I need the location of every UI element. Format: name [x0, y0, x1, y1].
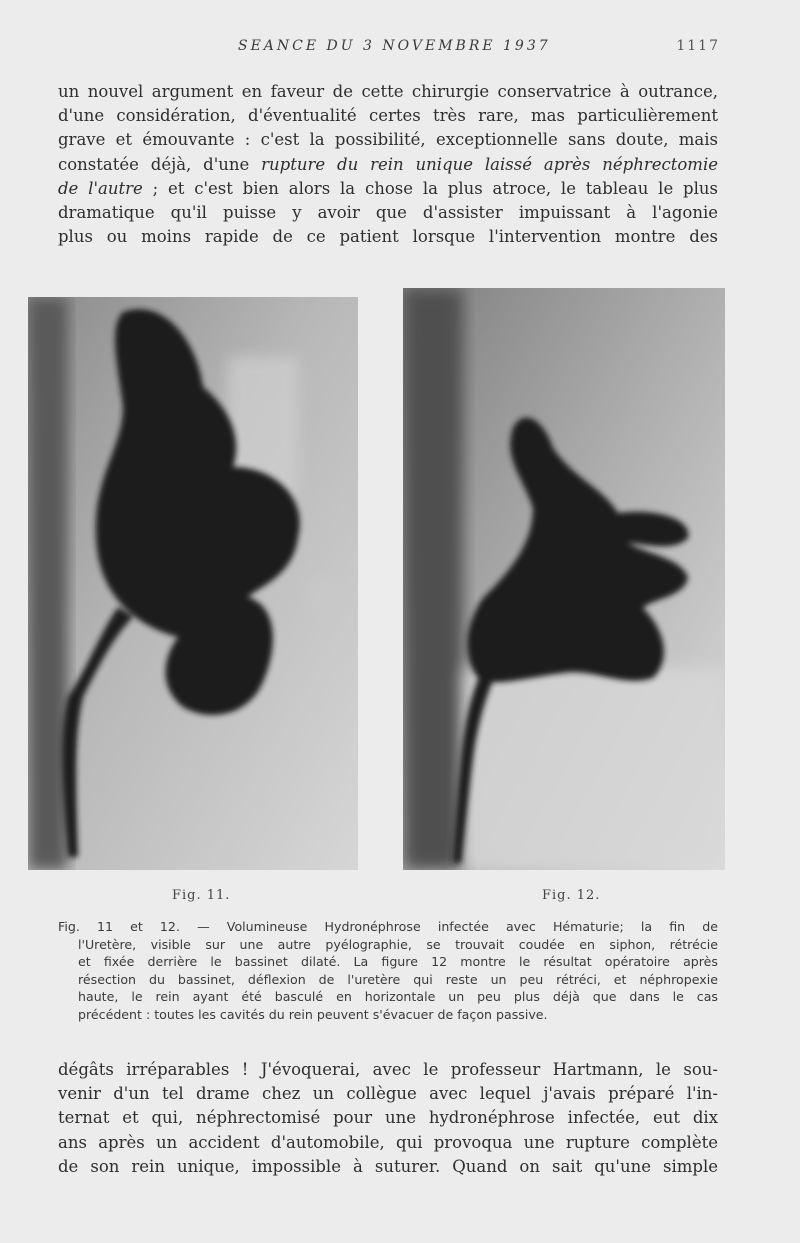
text-line: venir d'un tel drame chez un collègue avec lequel j'avais préparé l'in- [58, 1084, 718, 1104]
caption-line: résection du bassinet, déflexion de l'uretère qui reste un peu rétréci, et néphropexie [78, 971, 718, 987]
text-line: dramatique qu'il puisse y avoir que d'assister impuissant à l'agonie [58, 203, 718, 223]
xray-image-12 [403, 288, 725, 870]
text-line: ternat et qui, néphrectomisé pour une hydronéphrose infectée, eut dix [58, 1108, 718, 1128]
text-line: plus ou moins rapide de ce patient lorsque l'intervention montre des [58, 227, 718, 247]
caption-line: Fig. 11 et 12. — Volumineuse Hydronéphrose infectée avec Hématurie; la fin de [58, 919, 718, 934]
running-header [0, 38, 800, 58]
xray-image-11 [28, 297, 358, 870]
figure-11-xray [28, 297, 358, 870]
paragraph-top [58, 80, 718, 249]
caption-line: l'Uretère, visible sur une autre pyélographie, se trouvait coudée en siphon, rétrécie [78, 936, 718, 952]
figure-11-label: Fig. 11. [172, 888, 231, 903]
caption-line: et fixée derrière le bassinet dilaté. La figure 12 montre le résultat opératoire après [78, 954, 718, 970]
figure-caption [58, 918, 718, 1024]
text-line [58, 153, 718, 177]
text-plain: constatée déjà, d'une [58, 154, 262, 174]
text-line: dégâts irréparables ! J'évoquerai, avec le professeur Hartmann, le sou- [58, 1060, 718, 1079]
figure-12-label: Fig. 12. [542, 888, 601, 903]
text-line: d'une considération, d'éventualité certes très rare, mas particulièrement [58, 106, 718, 126]
page-number: 1117 [676, 38, 720, 54]
text-line: de son rein unique, impossible à suturer. Quand on sait qu'une simple [58, 1156, 718, 1176]
text-line: grave et émouvante : c'est la possibilité, exceptionnelle sans doute, mais [58, 130, 718, 150]
text-line [58, 177, 718, 201]
caption-line: haute, le rein ayant été basculé en horizontale un peu plus déjà que dans le cas [78, 989, 718, 1005]
text-line: un nouvel argument en faveur de cette chirurgie conservatrice à outrance, [58, 82, 718, 101]
figure-12-xray [403, 288, 725, 870]
text-line: ans après un accident d'automobile, qui provoqua une rupture complète [58, 1132, 718, 1152]
caption-line: précédent : toutes les cavités du rein peuvent s'évacuer de façon passive. [78, 1006, 548, 1022]
paragraph-bottom [58, 1058, 718, 1179]
text-italic: rupture du rein unique laissé après néphrectomie [261, 154, 718, 174]
running-title: SEANCE DU 3 NOVEMBRE 1937 [238, 38, 551, 54]
text-italic: de l'autre [58, 178, 143, 198]
text-plain: ; et c'est bien alors la chose la plus atroce, le tableau le plus [142, 178, 718, 198]
